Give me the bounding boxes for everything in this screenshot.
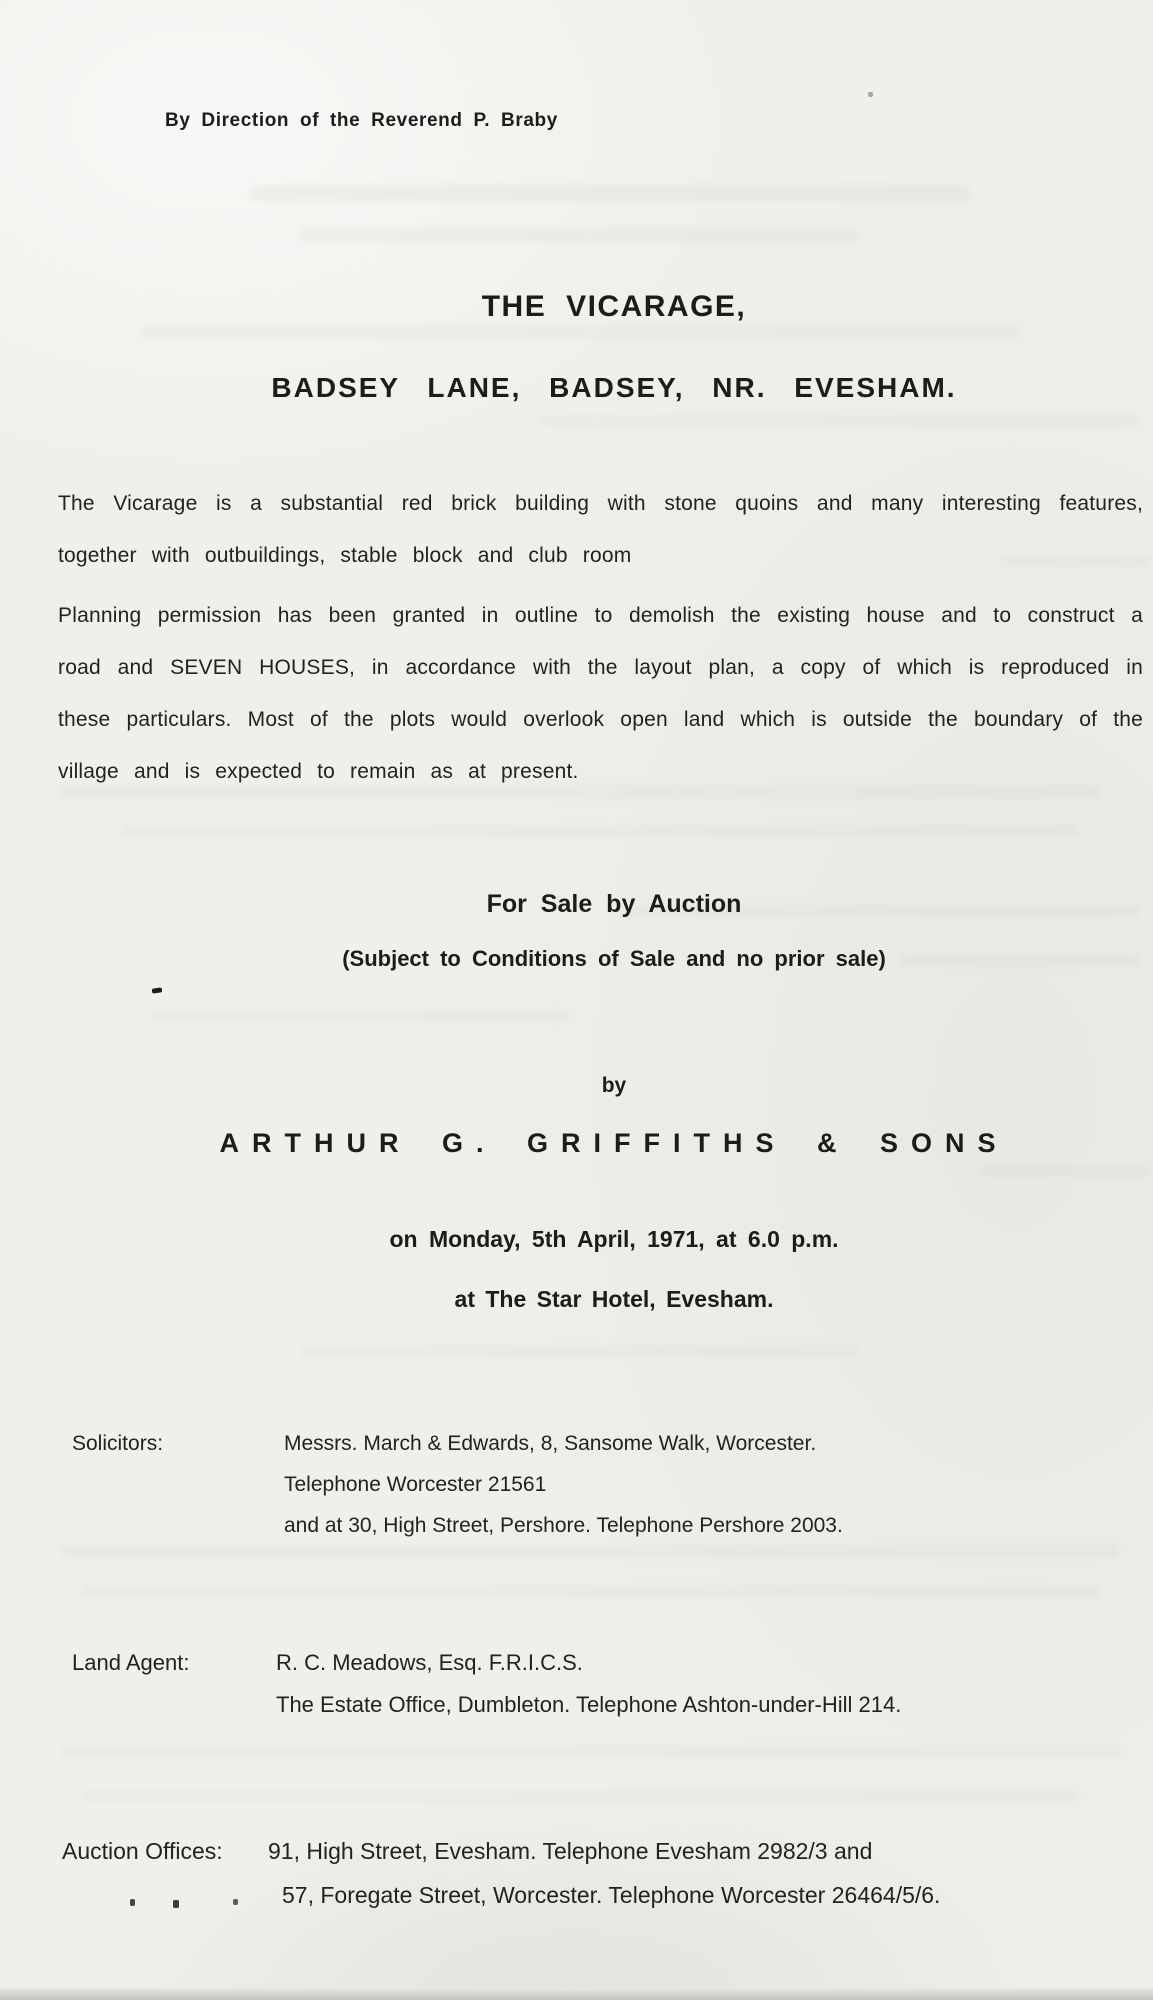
- ink-speck: [130, 1899, 135, 1906]
- land-agent-label: Land Agent:: [72, 1650, 190, 1675]
- direction-line: By Direction of the Reverend P. Braby: [165, 110, 558, 131]
- bleed-through-artifact: [540, 415, 1140, 427]
- by-label: by: [601, 1074, 627, 1097]
- auctioneer-name: ARTHUR G. GRIFFITHS & SONS: [219, 1128, 1009, 1158]
- auction-date-line: on Monday, 5th April, 1971, at 6.0 p.m.: [389, 1226, 839, 1252]
- ink-speck: [173, 1900, 179, 1908]
- solicitors-line-3: and at 30, High Street, Pershore. Telephone Pershore 2003.: [284, 1514, 843, 1537]
- ink-speck: [233, 1899, 238, 1905]
- ink-speck: [868, 92, 873, 97]
- property-address: BADSEY LANE, BADSEY, NR. EVESHAM.: [271, 372, 957, 403]
- bleed-through-artifact: [980, 1165, 1150, 1177]
- property-title: THE VICARAGE,: [481, 290, 747, 323]
- bleed-through-artifact: [300, 228, 860, 242]
- bleed-through-artifact: [60, 1745, 1120, 1757]
- sale-heading: For Sale by Auction: [486, 890, 742, 918]
- scan-bottom-edge: [0, 1988, 1153, 2000]
- bleed-through-artifact: [300, 1345, 860, 1357]
- solicitors-label: Solicitors:: [72, 1432, 164, 1455]
- auction-offices-label: Auction Offices:: [62, 1838, 223, 1864]
- bleed-through-artifact: [150, 1010, 570, 1022]
- description-paragraph-1: The Vicarage is a substantial red brick building with stone quoins and many interesting features, together with outbuildings, stable block and club room: [58, 492, 1143, 567]
- auction-venue-line: at The Star Hotel, Evesham.: [454, 1286, 774, 1312]
- land-agent-line-1: R. C. Meadows, Esq. F.R.I.C.S.: [276, 1650, 583, 1675]
- ink-speck: [152, 987, 163, 993]
- sale-conditions: (Subject to Conditions of Sale and no prior sale): [342, 946, 886, 971]
- bleed-through-artifact: [80, 1790, 1080, 1802]
- solicitors-line-2: Telephone Worcester 21561: [284, 1473, 547, 1496]
- auction-offices-line-2: 57, Foregate Street, Worcester. Telephone Worcester 26464/5/6.: [282, 1882, 941, 1908]
- land-agent-line-2: The Estate Office, Dumbleton. Telephone Ashton-under-Hill 214.: [276, 1692, 902, 1717]
- description-paragraph-2: Planning permission has been granted in outline to demolish the existing house and to construct a road and SEVEN HOUSES, in accordance with the layout plan, a copy of which is reproduced in these particulars. Most of the plots would overlook open land which is outside the boundary of the village and is expected to remain as at present.: [58, 604, 1143, 783]
- auction-offices-line-1: 91, High Street, Evesham. Telephone Evesham 2982/3 and: [268, 1838, 873, 1864]
- bleed-through-artifact: [140, 325, 1020, 339]
- bleed-through-artifact: [120, 825, 1080, 837]
- bleed-through-artifact: [80, 1585, 1100, 1597]
- land-agent-details: [276, 1650, 901, 1734]
- solicitors-line-1: Messrs. March & Edwards, 8, Sansome Walk, Worcester.: [284, 1432, 817, 1455]
- bleed-through-artifact: [250, 185, 970, 201]
- solicitors-details: [284, 1432, 843, 1555]
